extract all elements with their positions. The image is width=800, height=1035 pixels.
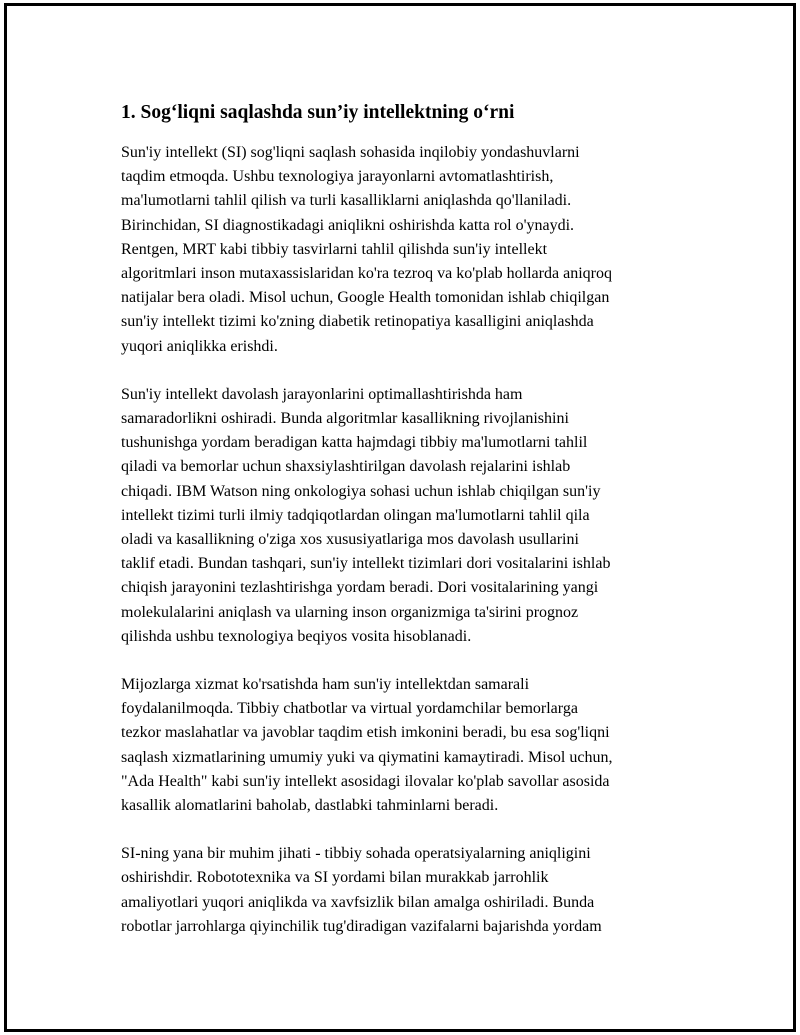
paragraph xyxy=(121,673,681,818)
text-line: chiqadi. IBM Watson ning onkologiya sohasi uchun ishlab chiqilgan sun'iy xyxy=(121,482,601,500)
text-line: samaradorlikni oshiradi. Bunda algoritmlar kasallikning rivojlanishini xyxy=(121,410,569,428)
text-line: Rentgen, MRT kabi tibbiy tasvirlarni tahlil qilishda sun'iy intellekt xyxy=(121,240,548,258)
paragraph xyxy=(121,141,681,359)
paragraph-list xyxy=(121,141,681,939)
text-line: oshirishdir. Robototexnika va SI yordami bilan murakkab jarrohlik xyxy=(121,869,549,887)
text-line: ma'lumotlarni tahlil qilish va turli kasalliklarni aniqlashda qo'llaniladi. xyxy=(121,192,572,210)
text-line: Sun'iy intellekt (SI) sog'liqni saqlash sohasida inqilobiy yondashuvlarni xyxy=(121,144,580,161)
text-line: tezkor maslahatlar va javoblar taqdim etish imkonini beradi, bu esa sog'liqni xyxy=(121,724,610,742)
text-line: intellekt tizimi turli ilmiy tadqiqotlardan olingan ma'lumotlarni tahlil qila xyxy=(121,506,590,524)
document-body xyxy=(121,99,681,963)
text-line: kasallik alomatlarini baholab, dastlabki tahminlarni beradi. xyxy=(121,797,499,815)
section-heading: 1. Sog‘liqni saqlashda sun’iy intellektning o‘rni xyxy=(121,102,515,123)
paragraph xyxy=(121,842,681,939)
text-line: natijalar bera oladi. Misol uchun, Google Health tomonidan ishlab chiqilgan xyxy=(121,289,610,307)
text-line: oladi va kasallikning o'ziga xos xususiyatlariga mos davolash usullarini xyxy=(121,531,579,549)
text-line: algoritmlari inson mutaxassislaridan ko'ra tezroq va ko'plab hollarda aniqroq xyxy=(121,265,612,283)
text-line: sun'iy intellekt tizimi ko'zning diabetik retinopatiya kasalligini aniqlashda xyxy=(121,313,594,331)
page-frame xyxy=(4,3,796,1032)
text-line: Mijozlarga xizmat ko'rsatishda ham sun'iy intellektdan samarali xyxy=(121,676,530,694)
text-line: amaliyotlari yuqori aniqlikda va xavfsizlik bilan amalga oshiriladi. Bunda xyxy=(121,893,595,911)
text-line: robotlar jarrohlarga qiyinchilik tug'diradigan vazifalarni bajarishda yordam xyxy=(121,917,602,935)
paragraph xyxy=(121,383,681,649)
text-line: qiladi va bemorlar uchun shaxsiylashtirilgan davolash rejalarini ishlab xyxy=(121,458,571,476)
text-line: foydalanilmoqda. Tibbiy chatbotlar va virtual yordamchilar bemorlarga xyxy=(121,700,578,718)
text-line: Birinchidan, SI diagnostikadagi aniqlikni oshirishda katta rol o'ynaydi. xyxy=(121,216,575,234)
text-line: qilishda ushbu texnologiya beqiyos vosita hisoblanadi. xyxy=(121,627,472,645)
text-line: Sun'iy intellekt davolash jarayonlarini optimallashtirishda ham xyxy=(121,385,523,403)
text-line: yuqori aniqlikka erishdi. xyxy=(121,337,278,355)
text-line: taklif etadi. Bundan tashqari, sun'iy intellekt tizimlari dori vositalarini ishlab xyxy=(121,555,611,573)
text-line: "Ada Health" kabi sun'iy intellekt asosidagi ilovalar ko'plab savollar asosida xyxy=(121,772,610,790)
text-line: tushunishga yordam beradigan katta hajmdagi tibbiy ma'lumotlarni tahlil xyxy=(121,434,588,452)
text-line: taqdim etmoqda. Ushbu texnologiya jarayonlarni avtomatlashtirish, xyxy=(121,168,554,186)
text-line: chiqish jarayonini tezlashtirishga yordam beradi. Dori vositalarining yangi xyxy=(121,579,599,597)
text-line: molekulalarini aniqlash va ularning inson organizmiga ta'sirini prognoz xyxy=(121,603,579,621)
text-line: SI-ning yana bir muhim jihati - tibbiy sohada operatsiyalarning aniqligini xyxy=(121,845,591,863)
text-line: saqlash xizmatlarining umumiy yuki va qiymatini kamaytiradi. Misol uchun, xyxy=(121,748,613,766)
